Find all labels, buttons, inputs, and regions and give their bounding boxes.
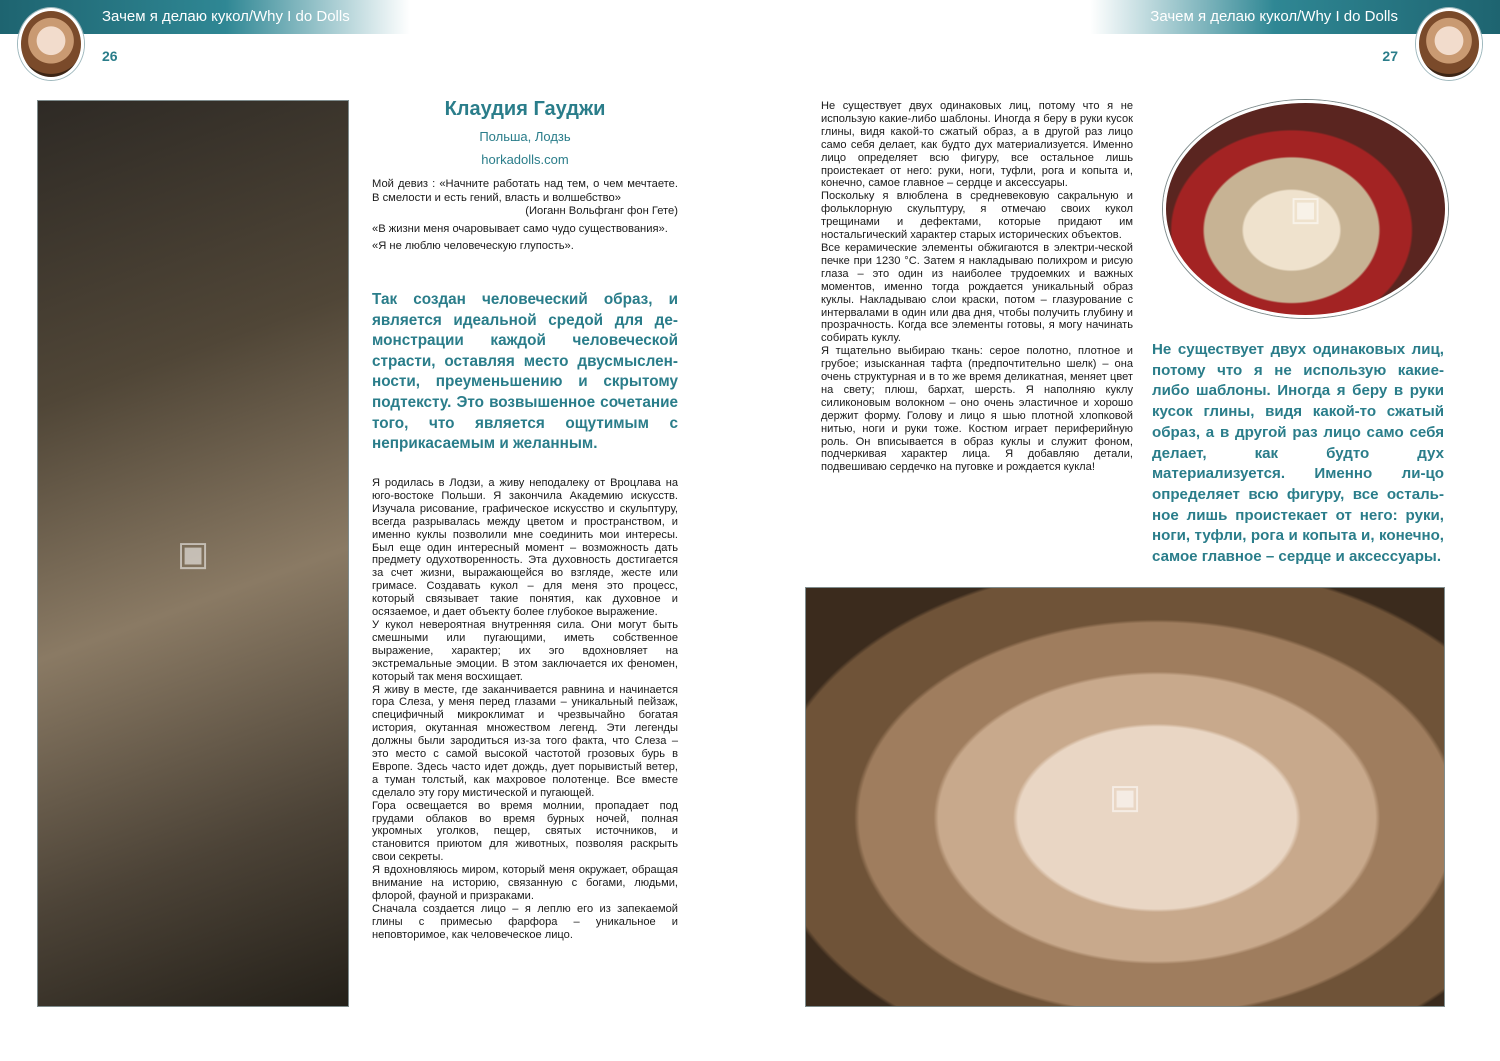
photo-icon: ▣ xyxy=(1289,190,1322,228)
photo-girl-doll xyxy=(805,587,1445,1007)
motto-quote: Мой девиз : «Начните работать над тем, о чем мечтаете. В смелости и есть гений, власть и волшебство» xyxy=(372,178,678,204)
pull-quote-left: Так создан человеческий образ, и является идеальной средой для де-монстрации каждой человеческой страсти, оставляя место двусмыслен-ности, преуменьшению и скрытому подтексту. Это возвышенное сочетание того, что является ощутимым с неприкасаемым и желанным. xyxy=(372,291,678,453)
motto-line-stupidity: «Я не люблю человеческую глупость». xyxy=(372,240,574,252)
header-doll-portrait-left-icon xyxy=(18,8,84,80)
page-number-left: 26 xyxy=(102,48,118,64)
photo-clown-doll xyxy=(1163,100,1448,318)
pull-quote-right: Не существует двух одинаковых лиц, потому что я не использую какие-либо шаблоны. Иногда я беру в руки кусок глины, видя какой-то сжатый образ, а в другой раз лицо само себя делает, как будто дух материализуется. Именно ли-цо определяет всю фигуру, все осталь-ное лишь проистекает от него: руки, ноги, туфли, рога и копыта и, конечно, самое главное – сердце и аксессуары. xyxy=(1152,341,1444,566)
article-body-right: Не существует двух одинаковых лиц, потому что я не использую какие-либо шаблоны. Иногда я беру в руки кусок глины, видя какой-то сжатый образ, а в другой раз лицо само себя делает, как будто дух материализуется. Именно лицо определяет всю фигуру, все остальное лишь проистекает от него: руки, ноги, туфли, рога и копыта и, конечно, самое главное – сердце и аксессуары. Поскольку я влюблена в средневековую сакральную и фольклорную скульптуру, я отмечаю своих кукол трещинами и дефектами, которые придают им ностальгический характер старых исторических объектов. Все керамические элементы обжигаются в электри-ческой печке при 1230 °C. Затем я накладываю полихром и рисую глаза – это один из наиболее трудоемких и важных моментов, именно тогда рождается уникальный образ куклы. Накладываю слои краски, потом – глазурование с интервалами в один или два дня, чтобы получить глубину и прозрачность. Когда все элементы готовы, я могу начинать собирать куклу. Я тщательно выбираю ткань: серое полотно, плотное и грубое; изысканная тафта (предпочтительно шелк) – она очень структурная и в то же время деликатная, меняет цвет на свету; плюш, бархат, шерсть. Я наполняю куклу силиконовым волокном – оно очень эластичное и хорошо держит форму. Голову и лицо я шью плотной хлопковой нитью, ноги и руки тоже. Костюм играет периферийную роль. Он вписывается в образ куклы и служит фоном, подчеркивая характер лица. Я добавляю детали, подвешиваю сердечко на пуговке и рождается кукла! xyxy=(821,100,1133,474)
article-website-link[interactable]: horkadolls.com xyxy=(481,152,569,167)
header-doll-portrait-right-icon xyxy=(1416,8,1482,80)
motto-line-wonder: «В жизни меня очаровывает само чудо существования». xyxy=(372,222,668,235)
article-body-left: Я родилась в Лодзи, а живу неподалеку от Вроцлава на юго-востоке Польши. Я закончила Академию искусств. Изучала рисование, графическое искусство и скульптуру, всегда разрывалась между цветом и пространством, и именно куклы позволили мне соединить мои интересы. Был еще один интересный момент – возможность дать предмету одухотворенность. Эта духовность достигается за счет жизни, выражающейся во взгляде, жесте или гримасе. Создавать кукол – для меня это процесс, который связывает такие понятия, как духовное и осязаемое, и дает объекту более глубокое выражение. У кукол невероятная внутренняя сила. Они могут быть смешными или пугающими, иметь собственное выражение, характер; их эго вдохновляет на экстремальные эмоции. В этом заключается их феномен, который так меня восхищает. Я живу в месте, где заканчивается равнина и начинается гора Слеза, у меня перед глазами – уникальный пейзаж, специфичный микроклимат и чрезвычайно богатая история, окутанная множеством легенд. Эти легенды должны были зародиться из-за того факта, что Слеза – это место с самой высокой частотой грозовых бурь в Европе. Здесь часто идет дождь, дует порывистый ветер, а туман толстый, как махровое полотенце. Все вместе сделало эту гору мистической и пугающей. Гора освещается во время молнии, пропадает под грудами облаков во время бурных ночей, полная укромных уголков, пещер, святых источников, и становится приютом для животных, позволяя раскрыть свои секреты. Я вдохновляюсь миром, который меня окружает, обращая внимание на историю, связанную с богами, людьми, флорой, фауной и призраками. Сначала создается лицо – я леплю его из запекаемой глины с примесью фарфора – уникальное и неповторимое, как человеческое лицо. xyxy=(372,477,678,941)
photo-antlered-doll xyxy=(37,100,349,1007)
photo-icon: ▣ xyxy=(1108,778,1142,816)
motto-block xyxy=(372,178,678,258)
page-number-right: 27 xyxy=(1382,48,1398,64)
motto-source: (Иоганн Вольфганг фон Гете) xyxy=(525,205,678,217)
photo-icon: ▣ xyxy=(176,534,210,573)
article-location: Польша, Лодзь xyxy=(479,129,571,144)
running-title-left: Зачем я делаю кукол/Why I do Dolls xyxy=(102,8,350,25)
running-title-right: Зачем я делаю кукол/Why I do Dolls xyxy=(1150,8,1398,25)
article-author-title: Клаудия Гауджи xyxy=(444,98,606,120)
